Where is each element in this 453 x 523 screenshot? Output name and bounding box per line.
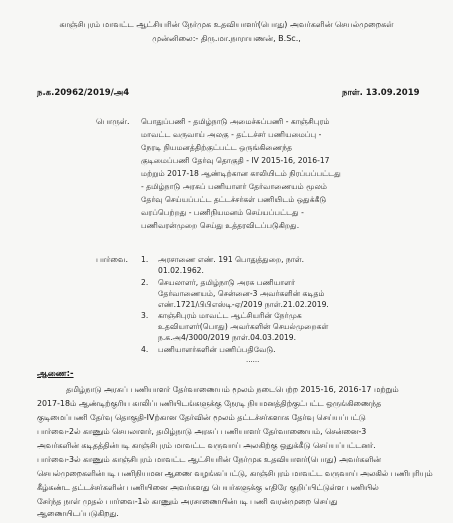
subject-line: பணிவரன்முறை செய்து உத்தரவிடப்படுகிறது. [141, 221, 300, 230]
reference-item-line: எண்.1721/பிபிஎஸ்டி-ஏ/2019 நாள்.21.02.2019. [158, 300, 329, 309]
reference-item-number: 4. [141, 345, 149, 354]
reference-number: ந.க.20962/2019/அ4 [37, 88, 130, 98]
subject-line: - தமிழ்நாடு அரசுப் பணியாளர் தேர்வாணையம் மூலம் [141, 182, 328, 191]
order-text-line: குடிமைப்பணி தேர்வு தொகுதி-IVற்கான தேர்வின் மூலம் தட்டச்சர்களாக தேர்வு செய்யப்பட்டு [37, 413, 366, 422]
order-text-line: அவர்களின் கடிதத்தின்படி காஞ்சிபுரம் மாவட்ட வருவாய் அலகிற்கு ஒதுக்கீடு செய்யப்பட்டனர். [37, 441, 376, 450]
order-label: ஆணை:- [37, 369, 74, 379]
order-text-line: தமிழ்நாடு அரசுப் பணியாளர் தேர்வாணையம் மூலம் நடைபெற்ற 2015-16, 2016-17 மற்றும் [66, 385, 399, 394]
reference-item-line: காஞ்சிபுரம் மாவட்ட ஆட்சியரின் நேர்முக [158, 311, 302, 320]
reference-item-number: 3. [141, 311, 149, 320]
reference-item-number: 1. [141, 255, 149, 264]
order-date: நாள். 13.09.2019 [342, 88, 420, 98]
reference-item-line: உதவியாளர்(பொது) அவர்களின் செயல்முறைகள் [158, 322, 329, 331]
subject-line: வரப்பெற்றது - பணிநியமனம் செய்யப்பட்டது - [141, 208, 304, 217]
subject-label: பொருள். [96, 117, 130, 126]
subject-line: மாவட்ட வருவாய் அலகு - தட்டச்சர் பணியமைப்பு - [141, 130, 322, 139]
order-text-line: செயல்முறைகளின்படி பணிநியமன ஆணை வழங்கப்பட்டு, காஞ்சிபுரம் மாவட்ட வருவாய் அலகில் பணிபுரியும் [37, 469, 433, 478]
subject-line: குடிமைப்பணி தேர்வு தொகுதி - IV 2015-16, 2016-17 [141, 156, 330, 165]
header-presiding-officer: முன்னிலை:- திரு.மா.நாராயணன், B.Sc., [152, 34, 301, 43]
references-label: பார்வை. [96, 255, 129, 264]
reference-item-line: செயலாளர், தமிழ்நாடு அரசு பணியாளர் [158, 278, 296, 287]
subject-line: பொதுப்பணி - தமிழ்நாடு அமைச்சுப்பணி - காஞ்சிபுரம் [141, 117, 330, 126]
header-office-title: காஞ்சிபுரம் மாவட்ட ஆட்சியரின் நேர்முக உதவியாளர்(பொது) அவர்களின் செயல்முறைகள் [59, 20, 394, 29]
order-text-line: ஆணையிடப்படுகிறது. [37, 509, 119, 518]
reference-item-line: பணியாளர்களின் பணிப்பதிவேடு. [158, 345, 276, 354]
order-text-line: பார்வை-2ல் காணும் செயலாளர், தமிழ்நாடு அரசுப் பணியாளர் தேர்வாணையம், சென்னை-3 [37, 427, 367, 436]
reference-item-line: தேர்வாணையம், சென்னை-3 அவர்களின் கடிதம் [158, 289, 325, 298]
order-text-line: சேர்ந்த நாள் முதல் பார்வை-1ல் காணும் அரசாணையின்படி பணி வரன்முறை செய்து [37, 497, 338, 506]
references-end-mark: ...... [246, 356, 260, 364]
reference-item-line: 01.02.1962. [158, 266, 204, 275]
order-text-line: பார்வை-3ல் காணும் காஞ்சிபுரம் மாவட்ட ஆட்சியரின் நேர்முக உதவியாளர்(பொது) அவர்களின் [37, 455, 381, 464]
order-text-line: 2017-18ம் ஆண்டிற்குரிய காலிப்பணியிடங்களுக்கு நேரடி நியமனத்திற்குட்பட்ட ஒருங்கிணைந்த [37, 399, 382, 408]
reference-item-line: ந.க.அ4/3000/2019 நாள்.04.03.2019. [158, 333, 297, 342]
order-text-line: கீழ்கண்ட தட்டச்சர்களின் பணியினை அவர்களது பெயர்களுக்கு எதிரே குறிப்பிட்டுள்ள பணியில் [37, 483, 379, 492]
subject-line: மற்றும் 2017-18 ஆண்டிற்கான காலியிடம் நிரப்பப்பட்டது [141, 169, 341, 178]
reference-item-number: 2. [141, 278, 149, 287]
reference-item-line: அரசாணை எண். 191 பொதுத்துறை, நாள். [158, 255, 305, 264]
subject-line: தேர்வு செய்யப்பட்ட தட்டச்சர்கள் பணியிடம் ஒதுக்கீடு [141, 195, 327, 204]
subject-line: நேரடி நியமனத்திற்குட்பட்ட ஒருங்கிணைந்த [141, 143, 293, 152]
